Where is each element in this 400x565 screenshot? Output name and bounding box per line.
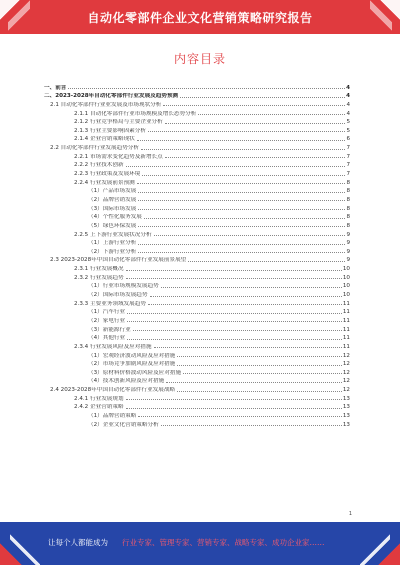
toc-entry[interactable]	[44, 255, 350, 264]
toc-entry-text: 2.1.1 自动化零部件行业市场规模及增长态势分析	[74, 110, 197, 117]
toc-dot-leader	[163, 105, 345, 106]
toc-entry[interactable]	[44, 82, 350, 91]
toc-entry[interactable]	[44, 393, 350, 402]
toc-entry-text: 2.4.2 企业营销策略	[74, 404, 124, 411]
toc-entry-text: （4）个性化服务发展	[88, 214, 142, 221]
toc-entry-page: 9	[346, 257, 350, 264]
toc-entry[interactable]	[44, 246, 350, 255]
toc-entry[interactable]	[44, 212, 350, 221]
toc-entry[interactable]	[44, 177, 350, 186]
toc-entry-page: 8	[346, 196, 350, 203]
toc-entry[interactable]	[44, 238, 350, 247]
toc-dot-leader	[138, 200, 345, 201]
toc-entry[interactable]	[44, 350, 350, 359]
toc-dot-leader	[166, 382, 342, 383]
toc-entry-page: 4	[346, 93, 350, 100]
toc-entry[interactable]	[44, 134, 350, 143]
toc-entry-text: 2.1.2 行业竞争格局与主要企业分析	[74, 119, 163, 126]
toc-entry-page: 13	[342, 395, 350, 402]
toc-dot-leader	[126, 278, 342, 279]
toc-dot-leader	[180, 97, 345, 98]
toc-entry[interactable]	[44, 281, 350, 290]
toc-entry-page: 11	[342, 335, 350, 342]
toc-entry-page: 13	[342, 404, 350, 411]
toc-dot-leader	[177, 365, 341, 366]
toc-entry-text: 2.2.3 行业政策及发展环境	[74, 171, 141, 178]
toc-dot-leader	[126, 408, 342, 409]
toc-dot-leader	[198, 114, 345, 115]
toc-dot-leader	[126, 166, 346, 167]
toc-entry[interactable]	[44, 376, 350, 385]
toc-entry-text: （2）品牌营销发展	[88, 196, 137, 203]
toc-dot-leader	[161, 425, 342, 426]
toc-dot-leader	[148, 131, 345, 132]
toc-heading: 内容目录	[173, 52, 226, 66]
toc-entry[interactable]	[44, 419, 350, 428]
toc-entry-text: （4）技术创新风险及应对措施	[88, 378, 165, 385]
toc-entry[interactable]	[44, 168, 350, 177]
toc-entry[interactable]	[44, 359, 350, 368]
toc-dot-leader	[161, 287, 342, 288]
toc-entry-page: 11	[342, 326, 350, 333]
toc-dot-leader	[137, 140, 346, 141]
header-right-decoration	[378, 0, 400, 34]
footer-slogan-right: 行业专家、管理专家、营销专家、战略专家、成功企业家……	[122, 538, 325, 547]
toc-entry-text: 2.2.4 行业发展前景预测	[74, 179, 135, 186]
toc-entry-text: （1）行业市场规模发展趋势	[88, 283, 159, 290]
toc-entry[interactable]	[44, 272, 350, 281]
toc-entry-text: 2.4.1 行业发展规划	[74, 395, 124, 402]
toc-entry[interactable]	[44, 384, 350, 393]
toc-dot-leader	[148, 304, 342, 305]
toc-entry-text: （1）产品市场发展	[88, 188, 137, 195]
toc-dot-leader	[127, 313, 342, 314]
toc-entry-page: 4	[346, 101, 350, 108]
toc-entry-text: （1）品牌营销策略	[88, 412, 137, 419]
toc-entry-text: 2.2 自动化零部件行业发展趋势分析	[50, 145, 139, 152]
toc-entry-page: 7	[346, 153, 350, 160]
toc-entry[interactable]	[44, 289, 350, 298]
toc-entry[interactable]	[44, 367, 350, 376]
toc-entry[interactable]	[44, 99, 350, 108]
toc-entry[interactable]	[44, 229, 350, 238]
toc-entry-page: 13	[342, 421, 350, 428]
toc-entry-page: 8	[346, 214, 350, 221]
toc-dot-leader	[133, 330, 342, 331]
toc-entry-page: 10	[342, 266, 350, 273]
toc-entry-text: （3）国际市场发展	[88, 205, 137, 212]
toc-entry-text: 2.3.1 行业发展概况	[74, 266, 124, 273]
toc-dot-leader	[138, 244, 345, 245]
toc-entry-text: （3）新能源行业	[88, 326, 131, 333]
toc-entry-page: 7	[346, 171, 350, 178]
toc-entry-text: （4）其他行业	[88, 335, 126, 342]
toc-entry[interactable]	[44, 142, 350, 151]
toc-dot-leader	[141, 149, 345, 150]
toc-dot-leader	[142, 175, 345, 176]
toc-entry-page: 4	[346, 110, 350, 117]
toc-entry-page: 13	[342, 412, 350, 419]
toc-entry[interactable]	[44, 315, 350, 324]
toc-dot-leader	[177, 391, 342, 392]
toc-entry-text: （2）企业文化营销策略分析	[88, 421, 159, 428]
page-number: 1	[348, 511, 352, 517]
toc-entry[interactable]	[44, 402, 350, 411]
toc-dot-leader	[150, 296, 342, 297]
toc-entry-page: 9	[346, 240, 350, 247]
toc-entry-text: 2.1 自动化零部件行业业发展及市场现状分析	[50, 101, 162, 108]
toc-entry-page: 5	[346, 127, 350, 134]
toc-entry-text: （2）市场竞争加剧风险及应对措施	[88, 361, 176, 368]
toc-entry-text: 2.3.3 主要业务领域发展趋势	[74, 300, 146, 307]
toc-entry[interactable]	[44, 410, 350, 419]
toc-entry-page: 11	[342, 317, 350, 324]
toc-dot-leader	[137, 183, 346, 184]
toc-entry-text: （2）下游行业分析	[88, 248, 137, 255]
toc-dot-leader	[138, 226, 345, 227]
toc-entry[interactable]	[44, 194, 350, 203]
toc-entry[interactable]	[44, 108, 350, 117]
toc-entry-text: （2）国际市场发展趋势	[88, 292, 148, 299]
footer-slogan-left: 让每个人都能成为	[48, 538, 108, 547]
toc-entry[interactable]	[44, 298, 350, 307]
toc-entry[interactable]	[44, 160, 350, 169]
toc-entry-text: 2.3.4 行业发展风险及应对措施	[74, 343, 152, 350]
toc-entry[interactable]	[44, 307, 350, 316]
toc-dot-leader	[165, 157, 346, 158]
toc-entry-text: 2.4 2023-2028年中国自动化零部件行业发展战略	[50, 387, 176, 394]
toc-dot-leader	[138, 416, 342, 417]
toc-entry[interactable]	[44, 186, 350, 195]
toc-entry-text: 2.3 2023-2028年中国自动化零部件行业发展前景展望	[50, 257, 187, 264]
toc-entry-page: 7	[346, 162, 350, 169]
toc-entry-page: 12	[342, 361, 350, 368]
toc-entry-page: 4	[346, 84, 350, 91]
toc-entry[interactable]	[44, 203, 350, 212]
toc-entry-page: 12	[342, 378, 350, 385]
toc-entry-text: 2.1.4 企业营销策略现状	[74, 136, 135, 143]
toc-entry-page: 8	[346, 188, 350, 195]
toc-entry[interactable]	[44, 333, 350, 342]
toc-entry-text: 一、前言	[44, 84, 67, 91]
toc-entry[interactable]	[44, 341, 350, 350]
toc-dot-leader	[183, 373, 342, 374]
toc-entry-page: 9	[346, 248, 350, 255]
toc-entry-text: （1）宏观经济波动风险及应对措施	[88, 352, 176, 359]
toc-entry[interactable]	[44, 220, 350, 229]
toc-dot-leader	[154, 235, 346, 236]
toc-dot-leader	[126, 270, 342, 271]
toc-entry-page: 11	[342, 309, 350, 316]
report-title: 自动化零部件企业文化营销策略研究报告	[87, 11, 313, 25]
toc-entry-text: 2.2.1 市场需求变化趋势及新增长点	[74, 153, 163, 160]
toc-entry-text: 2.2.5 上下游行业发展状况分析	[74, 231, 152, 238]
toc-entry-text: 2.2.2 行业技术创新	[74, 162, 124, 169]
toc-dot-leader	[154, 347, 342, 348]
toc-entry-page: 11	[342, 343, 350, 350]
toc-entry-page: 10	[342, 274, 350, 281]
toc-entry-page: 12	[342, 369, 350, 376]
toc-entry-page: 11	[342, 300, 350, 307]
toc-entry-page: 6	[346, 136, 350, 143]
toc-dot-leader	[127, 321, 342, 322]
table-of-contents	[44, 82, 350, 428]
toc-dot-leader	[188, 261, 345, 262]
toc-entry-page: 8	[346, 222, 350, 229]
toc-entry-text: 2.3.2 行业发展趋势	[74, 274, 124, 281]
toc-entry-page: 8	[346, 179, 350, 186]
toc-entry-text: （5）绿色环保发展	[88, 222, 137, 229]
toc-dot-leader	[127, 339, 342, 340]
toc-entry[interactable]	[44, 117, 350, 126]
toc-entry-page: 9	[346, 231, 350, 238]
report-header	[0, 0, 400, 34]
toc-entry-page: 12	[342, 387, 350, 394]
toc-dot-leader	[138, 209, 345, 210]
toc-entry-text: （1）汽车行业	[88, 309, 126, 316]
toc-entry-page: 7	[346, 145, 350, 152]
toc-entry-text: 2.1.3 行业主要影响因素分析	[74, 127, 146, 134]
footer-right-decoration	[370, 522, 400, 565]
toc-dot-leader	[126, 399, 342, 400]
toc-dot-leader	[138, 252, 345, 253]
toc-entry-page: 12	[342, 352, 350, 359]
footer-left-stripe	[10, 522, 40, 565]
toc-entry-page: 5	[346, 119, 350, 126]
toc-dot-leader	[177, 356, 341, 357]
toc-entry[interactable]	[44, 151, 350, 160]
toc-dot-leader	[138, 192, 345, 193]
footer-banner	[0, 522, 400, 565]
toc-entry[interactable]	[44, 263, 350, 272]
toc-entry-text: 二、2023-2028年自动化零部件行业发展及趋势预测	[44, 93, 179, 100]
toc-entry-text: （3）原材料价格波动风险及应对措施	[88, 369, 182, 376]
toc-entry[interactable]	[44, 91, 350, 100]
toc-dot-leader	[165, 123, 346, 124]
toc-entry-page: 8	[346, 205, 350, 212]
toc-dot-leader	[144, 218, 346, 219]
toc-entry[interactable]	[44, 125, 350, 134]
toc-dot-leader	[68, 88, 345, 89]
toc-entry-text: （1）上游行业分析	[88, 240, 137, 247]
toc-entry[interactable]	[44, 324, 350, 333]
toc-entry-page: 10	[342, 283, 350, 290]
toc-entry-page: 10	[342, 292, 350, 299]
toc-entry-text: （2）家电行业	[88, 317, 126, 324]
